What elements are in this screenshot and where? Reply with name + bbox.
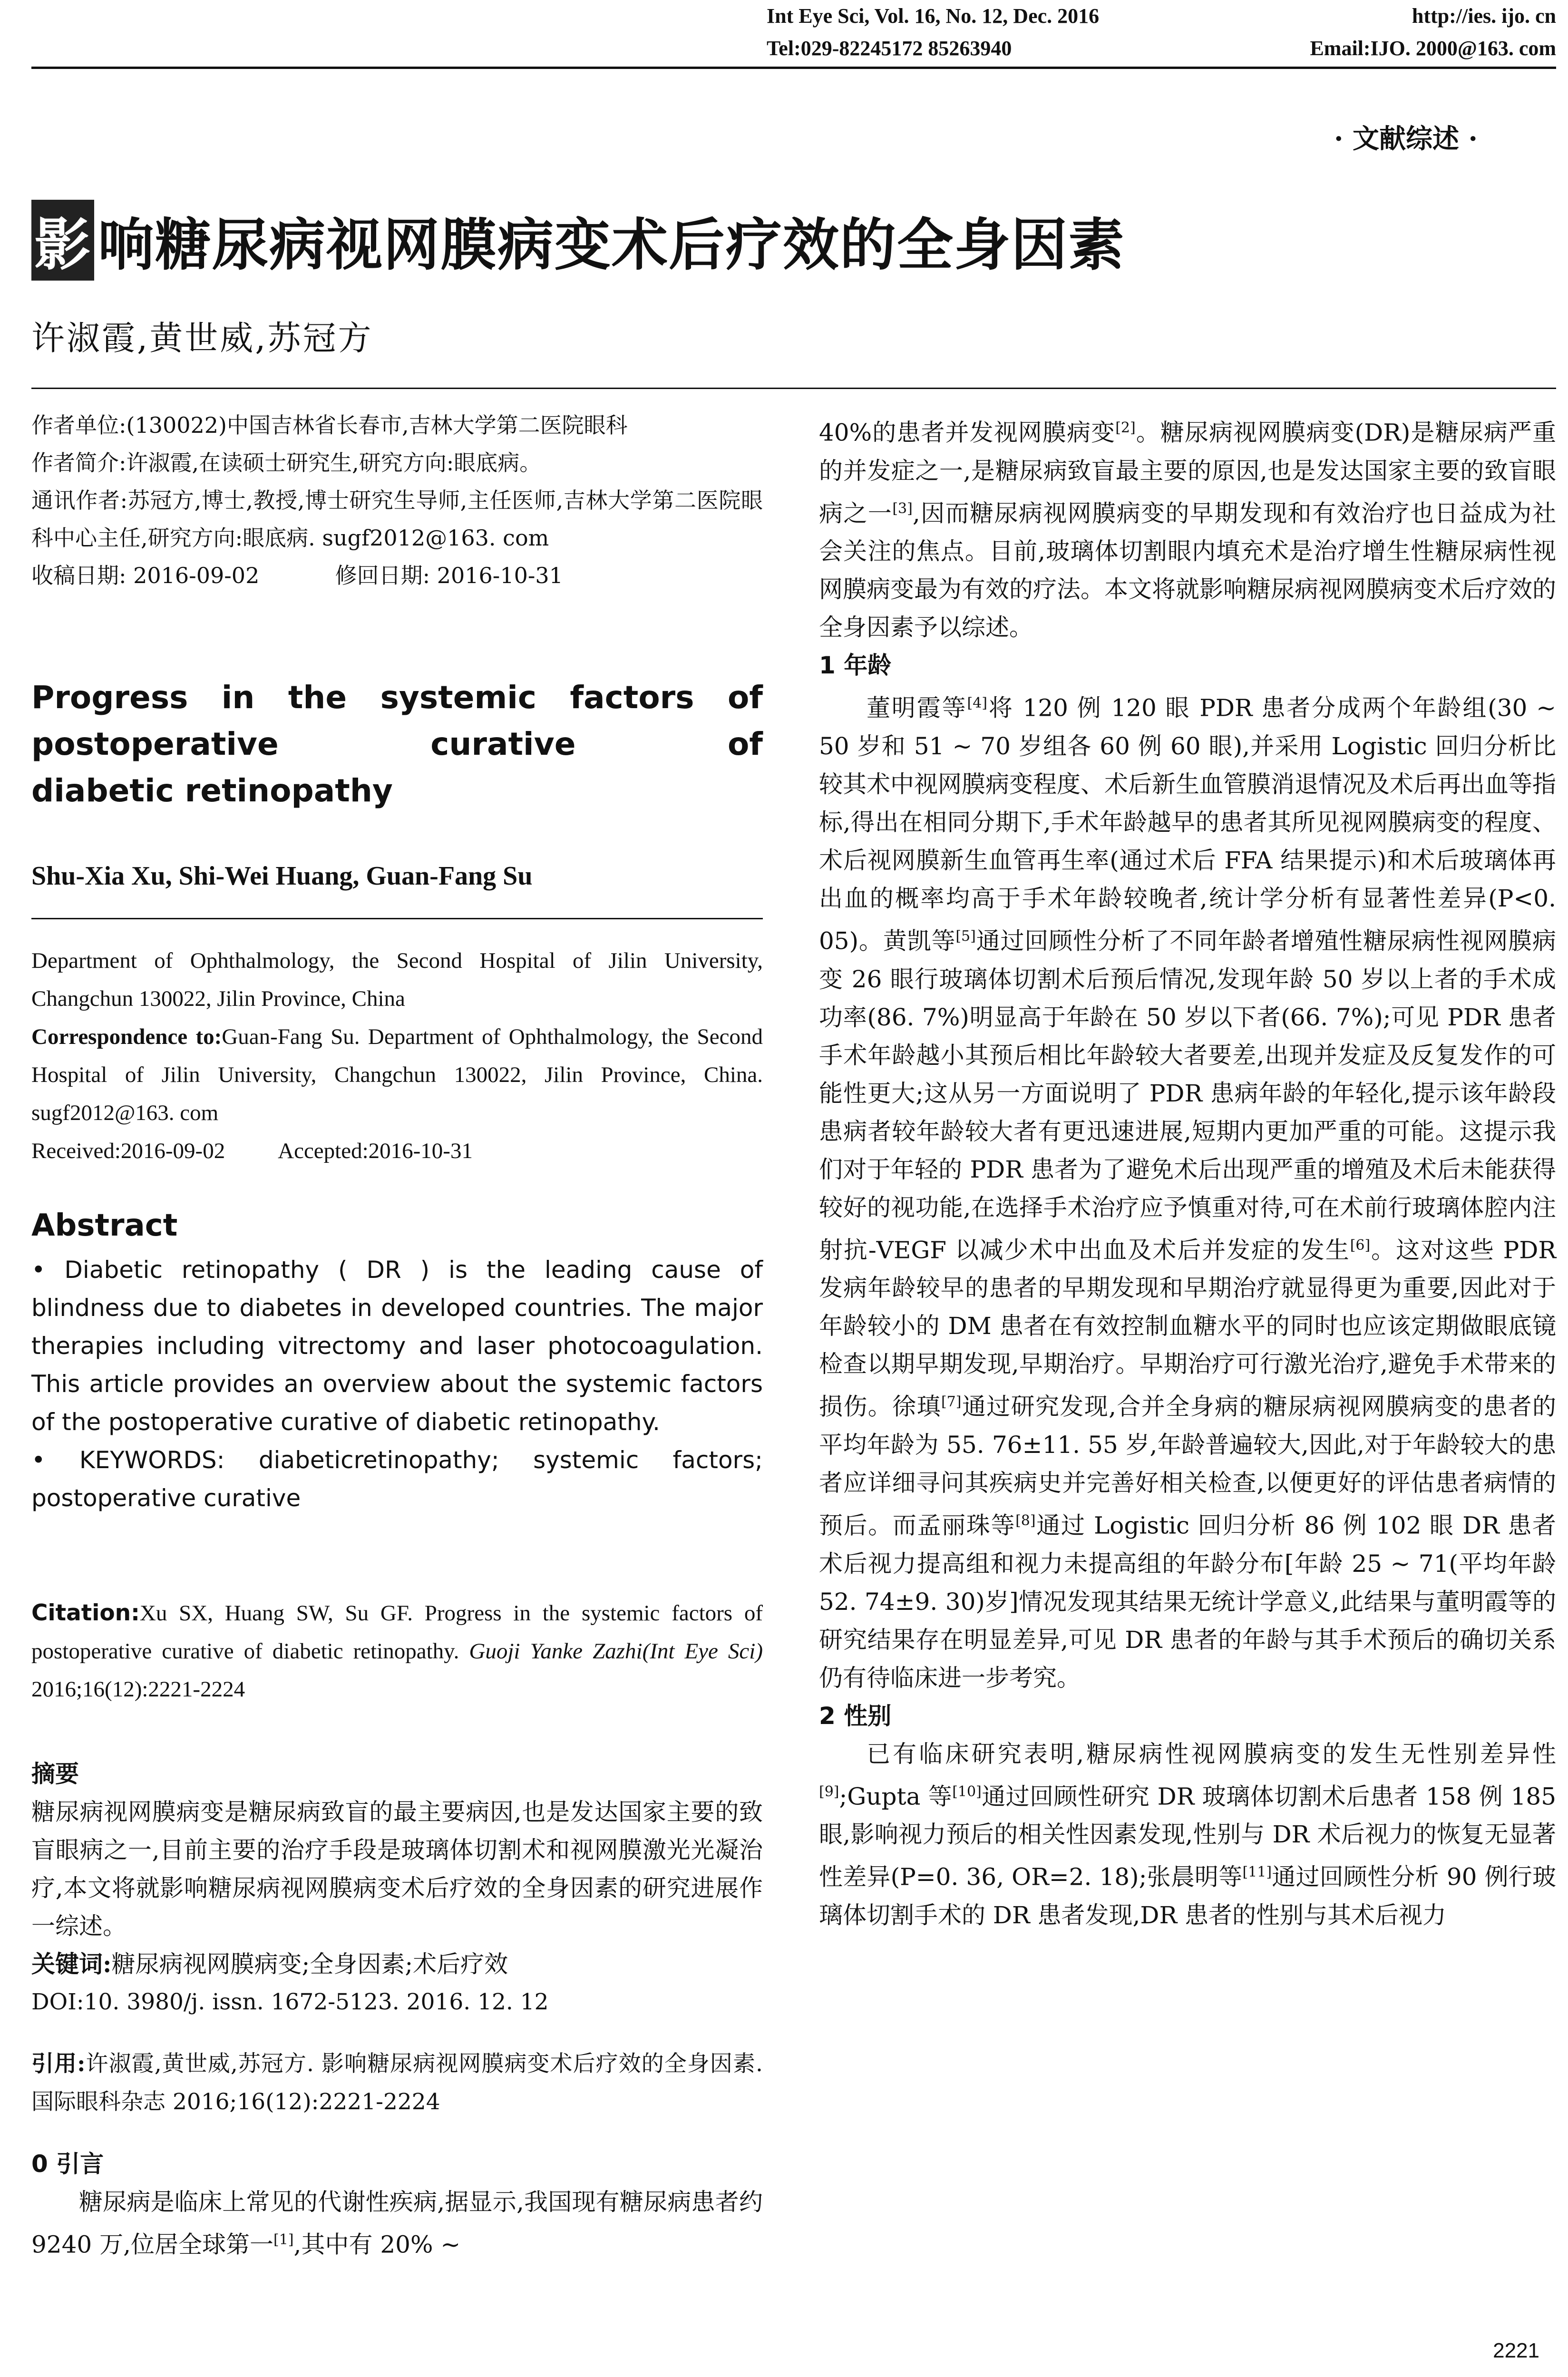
revised-date-cn: 修回日期: 2016-10-31 bbox=[335, 563, 563, 588]
received-date-en: Received:2016-09-02 bbox=[31, 1139, 225, 1163]
sex-text-d: 通过回顾性分析 90 例行玻璃体切割手术的 DR 患者发现,DR 患者的性别与其术后视力 bbox=[819, 1863, 1556, 1929]
header-rule bbox=[31, 67, 1556, 69]
section-sex-heading: 2 性别 bbox=[819, 1702, 892, 1730]
ref-11[interactable]: [11] bbox=[1242, 1864, 1272, 1881]
citation-cn-text: 许淑霞,黄世威,苏冠方. 影响糖尿病视网膜病变术后疗效的全身因素. 国际眼科杂志 2016;16(12):2221-2224 bbox=[31, 2051, 763, 2115]
journal-email[interactable]: Email:IJO. 2000@163. com bbox=[1310, 37, 1556, 60]
correspondence-text: Guan-Fang Su. Department of Ophthalmology, the Second Hospital of Jilin University, Changchun 130022, Jilin Province, China. sugf2012@163. com bbox=[31, 1024, 763, 1125]
sex-text-a: 已有临床研究表明,糖尿病性视网膜病变的发生无性别差异性 bbox=[867, 1740, 1556, 1768]
section-age-heading: 1 年龄 bbox=[819, 652, 892, 680]
keywords-en: • KEYWORDS: diabeticretinopathy; systemic factors; postoperative curative bbox=[31, 1446, 763, 1512]
intro-text-end: ,其中有 20% ~ bbox=[293, 2231, 461, 2259]
title-rest: 响糖尿病视网膜病变术后疗效的全身因素 bbox=[98, 212, 1126, 278]
age-text-a: 董明霞等 bbox=[867, 694, 967, 722]
english-title-line1: Progress in the systemic factors of postoperative curative of bbox=[31, 679, 763, 762]
correspondence-label: Correspondence to: bbox=[31, 1024, 222, 1049]
author-unit: 作者单位:(130022)中国吉林省长春市,吉林大学第二医院眼科 bbox=[31, 412, 628, 438]
section-age-paragraph bbox=[819, 684, 1556, 1696]
intro-continued bbox=[819, 409, 1556, 646]
ref-1[interactable]: [1] bbox=[273, 2231, 294, 2248]
page-number: 2221 bbox=[1493, 2339, 1539, 2362]
abstract-body bbox=[31, 1251, 763, 1517]
ref-6[interactable]: [6] bbox=[1350, 1237, 1371, 1254]
english-title bbox=[31, 674, 763, 814]
keywords-cn-label: 关键词: bbox=[31, 1950, 112, 1978]
age-text-d: 。这对这些 PDR 发病年龄较早的患者的早期发现和早期治疗就显得更为重要,因此对于年龄较小的 DM 患者在有效控制血糖水平的同时也应该定期做眼底镜检查以期早期发现,早期治疗。早期治疗可行激光治疗,避免手术带来的损伤。徐瑱 bbox=[819, 1236, 1557, 1421]
title-rule bbox=[31, 388, 1556, 389]
intro-cont-a: 40%的患者并发视网膜病变 bbox=[819, 419, 1116, 447]
sex-text-c: 通过回顾性研究 DR 玻璃体切割术后患者 158 例 185 眼,影响视力预后的相关性因素发现,性别与 DR 术后视力的恢复无显著性差异(P=0. 36, OR=2. 18);张晨明等 bbox=[819, 1783, 1557, 1891]
correspondence bbox=[31, 1018, 763, 1132]
author-info-cn bbox=[31, 407, 763, 594]
intro-text: 糖尿病是临床上常见的代谢性疾病,据显示,我国现有糖尿病患者约 9240 万,位居全球第一 bbox=[31, 2188, 763, 2259]
title-initial: 影 bbox=[31, 200, 94, 281]
right-column bbox=[819, 409, 1556, 1934]
ref-10[interactable]: [10] bbox=[952, 1783, 982, 1800]
citation-cn-label: 引用: bbox=[31, 2051, 86, 2077]
english-authors: Shu-Xia Xu, Shi-Wei Huang, Guan-Fang Su bbox=[31, 861, 533, 891]
journal-tel: Tel:029-82245172 85263940 bbox=[767, 37, 1012, 60]
citation-label: Citation: bbox=[31, 1600, 140, 1626]
ref-3[interactable]: [3] bbox=[892, 500, 913, 517]
sex-text-b: ;Gupta 等 bbox=[839, 1783, 953, 1811]
citation-cn bbox=[31, 2045, 763, 2121]
ref-8[interactable]: [8] bbox=[1015, 1512, 1036, 1529]
corresponding-author: 通讯作者:苏冠方,博士,教授,博士研究生导师,主任医师,吉林大学第二医院眼科中心主任,研究方向:眼底病. sugf2012@163. com bbox=[31, 487, 763, 551]
ref-5[interactable]: [5] bbox=[955, 927, 976, 945]
english-title-line2: diabetic retinopathy bbox=[31, 772, 393, 809]
citation-en bbox=[31, 1594, 763, 1708]
keywords-cn-text: 糖尿病视网膜病变;全身因素;术后疗效 bbox=[111, 1950, 508, 1978]
age-text-c: 通过回顾性分析了不同年龄者增殖性糖尿病性视网膜病变 26 眼行玻璃体切割术后预后情况,发现年龄 50 岁以上者的手术成功率(86. 7%)明显高于年龄在 50 岁以下者(66. 7%);可见 PDR 患者手术年龄越小其预后相比年龄较大者要差,出现并发症及反复发作的可能性更大;这从另一方面说明了 PDR 患病年龄的年轻化,提示该年龄段患病者较年龄较大者有更迅速进展,短期内更加严重的可能。这提示我们对于年轻的 PDR 患者为了避免术后出现严重的增殖及术后未能获得较好的视功能,在选择手术治疗应予慎重对待,可在术前行玻璃体腔内注射抗-VEGF 以减少术中出血及术后并发症的发生 bbox=[819, 927, 1557, 1264]
journal-line: Int Eye Sci, Vol. 16, No. 12, Dec. 2016 bbox=[767, 4, 1100, 28]
section-label: · 文献综述 · bbox=[1334, 123, 1478, 155]
keywords-cn bbox=[31, 1945, 763, 1983]
department: Department of Ophthalmology, the Second Hospital of Jilin University, Changchun 130022, Jilin Province, China bbox=[31, 948, 763, 1011]
citation-tail: 2016;16(12):2221-2224 bbox=[31, 1677, 245, 1702]
section-sex-paragraph bbox=[819, 1735, 1556, 1934]
abstract-cn-heading: 摘要 bbox=[31, 1760, 79, 1788]
age-text-e: 通过研究发现,合并全身病的糖尿病视网膜病变的患者的平均年龄为 55. 76±11. 55 岁,年龄普遍较大,因此,对于年龄较大的患者应详细寻问其疾病史并完善好相关检查,以便更好的评估患者病情的预后。而孟丽珠等 bbox=[819, 1393, 1556, 1539]
journal-url[interactable]: http://ies. ijo. cn bbox=[1412, 4, 1556, 28]
abstract-cn bbox=[31, 1755, 763, 2264]
doi[interactable]: DOI:10. 3980/j. issn. 1672-5123. 2016. 12. 12 bbox=[31, 1989, 549, 2015]
ref-9[interactable]: [9] bbox=[819, 1783, 839, 1800]
ref-4[interactable]: [4] bbox=[967, 695, 987, 712]
english-affiliation bbox=[31, 942, 763, 1170]
abstract-heading: Abstract bbox=[31, 1208, 178, 1243]
ref-2[interactable]: [2] bbox=[1115, 419, 1136, 436]
age-text-b: 将 120 例 120 眼 PDR 患者分成两个年龄组(30 ~ 50 岁和 51 ~ 70 岁组各 60 例 60 眼),并采用 Logistic 回归分析比较其术中视网膜病变程度、术后新生血管膜消退情况及术后再出血等指标,得出在相同分期下,手术年龄越早的患者其所见视网膜病变的程度、术后视网膜新生血管再生率(通过术后 FFA 结果提示)和术后玻璃体再出血的概率均高于手术年龄较晚者,统计学分析有显著性差异(P<0. 05)。黄凯等 bbox=[819, 694, 1556, 955]
abstract-cn-text: 糖尿病视网膜病变是糖尿病致盲的最主要病因,也是发达国家主要的致盲眼病之一,目前主要的治疗手段是玻璃体切割术和视网膜激光光凝治疗,本文将就影响糖尿病视网膜病变术后疗效的全身因素的研究进展作一综述。 bbox=[31, 1798, 763, 1940]
authors-rule bbox=[31, 918, 763, 919]
citation-text: Xu SX, Huang SW, Su GF. Progress in the systemic factors of postoperative curative of diabetic retinopathy. bbox=[31, 1601, 763, 1664]
intro-paragraph bbox=[31, 2183, 763, 2264]
intro-heading: 0 引言 bbox=[31, 2150, 104, 2178]
age-text-f: 通过 Logistic 回归分析 86 例 102 眼 DR 患者术后视力提高组和视力未提高组的年龄分布[年龄 25 ~ 71(平均年龄 52. 74±9. 30)岁]情况发现其结果无统计学意义,此结果与董明霞等的研究结果存在明显差异,可见 DR 患者的年龄与其手术预后的确切关系仍有待临床进一步考究。 bbox=[819, 1511, 1556, 1692]
abstract-text: • Diabetic retinopathy ( DR ) is the leading cause of blindness due to diabetes in developed countries. The major therapies including vitrectomy and laser photocoagulation. This article provides an overview about the systemic factors of the postoperative curative of diabetic retinopathy. bbox=[31, 1256, 763, 1436]
accepted-date-en: Accepted:2016-10-31 bbox=[278, 1139, 473, 1163]
intro-cont-b: 。糖尿病视网膜病变(DR)是糖尿病严重的并发症之一,是糖尿病致盲最主要的原因,也是发达国家主要的致盲眼病之一 bbox=[819, 419, 1556, 527]
citation-journal: Guoji Yanke Zazhi(Int Eye Sci) bbox=[469, 1639, 763, 1664]
authors-cn: 许淑霞,黄世威,苏冠方 bbox=[31, 319, 373, 358]
received-date-cn: 收稿日期: 2016-09-02 bbox=[31, 563, 260, 588]
author-intro: 作者简介:许淑霞,在读硕士研究生,研究方向:眼底病。 bbox=[31, 450, 542, 476]
article-title bbox=[31, 200, 1125, 281]
dates-en bbox=[31, 1132, 763, 1170]
intro-cont-c: ,因而糖尿病视网膜病变的早期发现和有效治疗也日益成为社会关注的焦点。目前,玻璃体切割眼内填充术是治疗增生性糖尿病性视网膜病变最为有效的疗法。本文将就影响糖尿病视网膜病变术后疗效的全身因素予以综述。 bbox=[819, 499, 1556, 642]
ref-7[interactable]: [7] bbox=[941, 1393, 962, 1411]
dates-cn bbox=[31, 557, 763, 594]
